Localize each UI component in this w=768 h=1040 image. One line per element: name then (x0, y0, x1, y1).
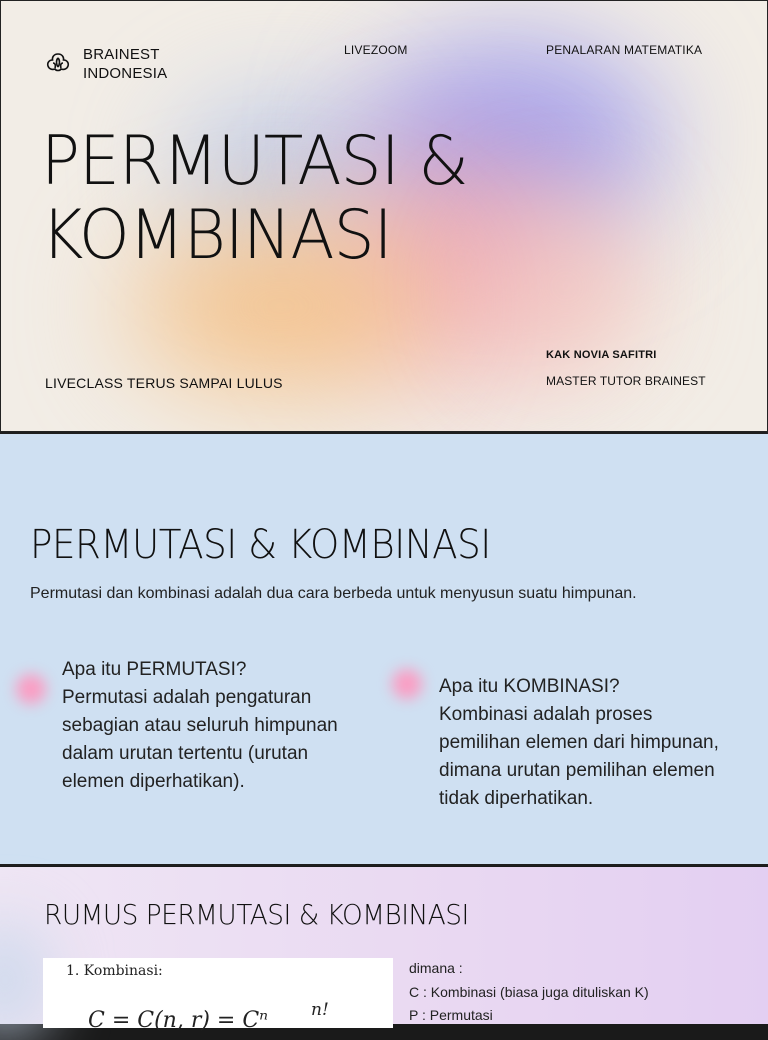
brain-logo-icon (43, 48, 73, 78)
kombinasi-line: Apa itu KOMBINASI? (439, 676, 620, 697)
formula-legend-item: C : Kombinasi (biasa juga dituliskan K) (409, 984, 649, 1000)
permutasi-line: Permutasi adalah pengaturan (62, 687, 312, 708)
formula-numerator: n! (311, 1000, 329, 1020)
nav-livezoom: LIVEZOOM (344, 43, 408, 57)
kombinasi-line: Kombinasi adalah proses (439, 704, 653, 725)
bullet-glow (392, 669, 422, 699)
hero-title (41, 122, 468, 275)
gradient-blob (481, 201, 651, 371)
definition-intro: Permutasi dan kombinasi adalah dua cara berbeda untuk menyusun suatu himpunan. (30, 585, 637, 602)
kombinasi-definition (439, 673, 719, 813)
slide-divider (0, 864, 768, 866)
tutor-role: MASTER TUTOR BRAINEST (546, 374, 706, 388)
brand-name-line1: BRAINEST (83, 46, 160, 63)
kombinasi-line: dimana urutan pemilihan elemen (439, 760, 715, 781)
permutasi-line: dalam urutan tertentu (urutan (62, 743, 309, 764)
kombinasi-line: tidak diperhatikan. (439, 788, 594, 809)
formula-legend-item: P : Permutasi (409, 1007, 493, 1023)
nav-penalaran-matematika: PENALARAN MATEMATIKA (546, 43, 703, 57)
brand-name-line2: INDONESIA (83, 65, 168, 82)
kombinasi-line: pemilihan elemen dari himpunan, (439, 732, 719, 753)
permutasi-line: elemen diperhatikan). (62, 771, 245, 792)
permutasi-definition (62, 656, 338, 796)
tagline: LIVECLASS TERUS SAMPAI LULUS (45, 375, 283, 391)
formula-expression: C = C(n, r) = Cⁿ (88, 1008, 269, 1033)
hero-title-line2: KOMBINASI (41, 196, 392, 275)
permutasi-line: Apa itu PERMUTASI? (62, 659, 247, 680)
bullet-glow (16, 674, 46, 704)
brand-name (83, 45, 167, 83)
formula-card (43, 958, 393, 1033)
definition-title: PERMUTASI & KOMBINASI (30, 522, 491, 568)
brand-logo (43, 45, 167, 83)
hero-title-line1: PERMUTASI & (41, 122, 468, 201)
formula-title: RUMUS PERMUTASI & KOMBINASI (44, 898, 469, 931)
formula-legend-heading: dimana : (409, 960, 463, 976)
formula-heading: 1. Kombinasi: (66, 963, 163, 979)
permutasi-line: sebagian atau seluruh himpunan (62, 715, 338, 736)
tutor-name: KAK NOVIA SAFITRI (546, 349, 657, 361)
title-slide (0, 0, 768, 432)
